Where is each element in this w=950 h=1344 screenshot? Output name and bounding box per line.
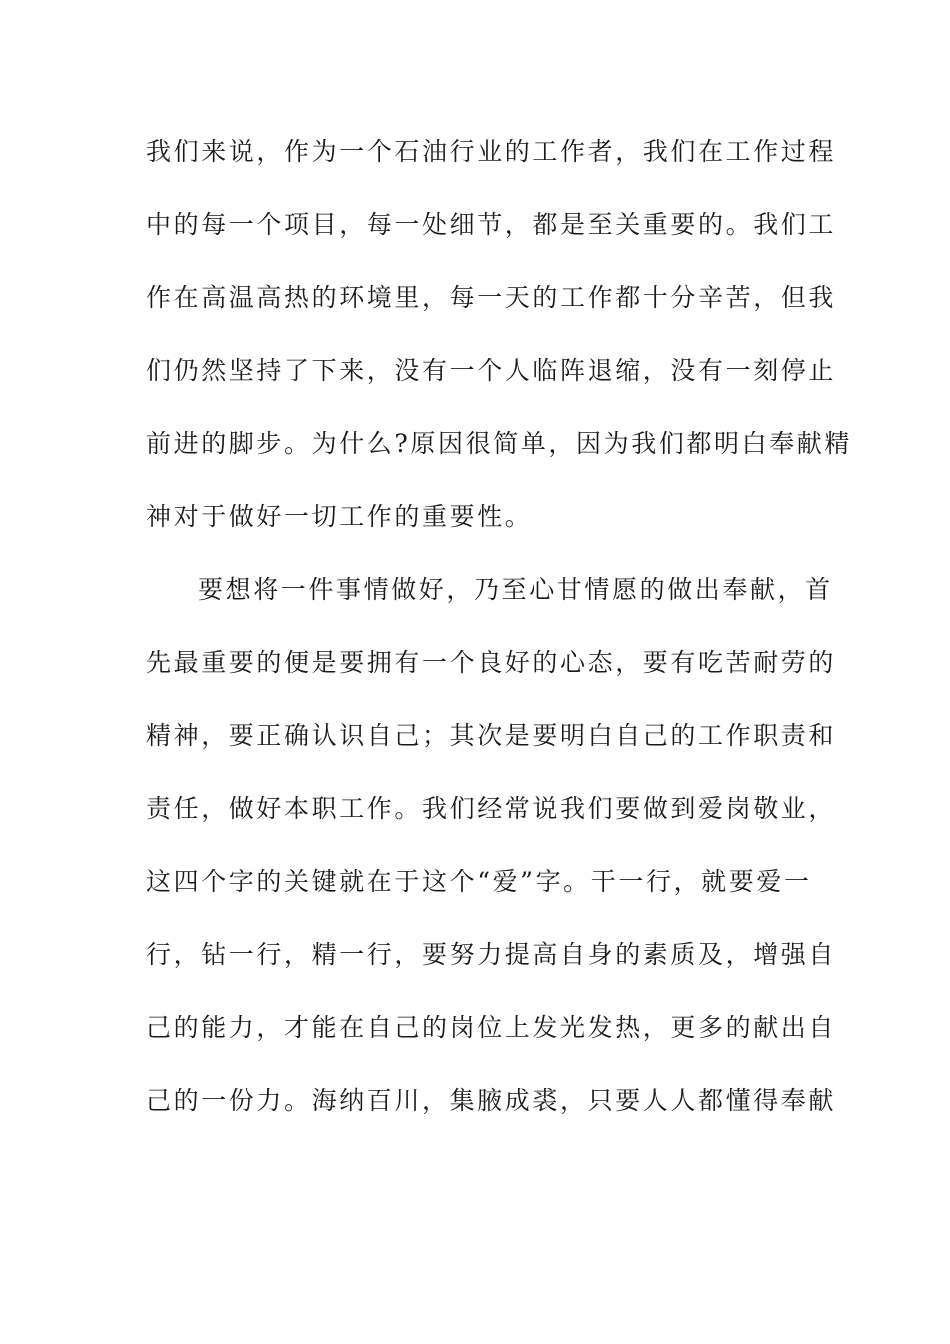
paragraph-first-line: 要想将一件事情做好，乃至心甘情愿的做出奉献，首 [198, 575, 833, 604]
text-line: 神对于做好一切工作的重要性。 [146, 502, 533, 531]
text-line: 先最重要的便是要拥有一个良好的心态，要有吃苦耐劳的 [146, 648, 837, 677]
text-line: 前进的脚步。为什么?原因很简单，因为我们都明白奉献精 [146, 429, 853, 458]
text-line: 我们来说，作为一个石油行业的工作者，我们在工作过程 [146, 137, 837, 166]
text-line: 们仍然坚持了下来，没有一个人临阵退缩，没有一刻停止 [146, 356, 837, 385]
text-line: 责任，做好本职工作。我们经常说我们要做到爱岗敬业， [146, 794, 837, 823]
text-line: 精神，要正确认识自己；其次是要明白自己的工作职责和 [146, 721, 837, 750]
text-line: 中的每一个项目，每一处细节，都是至关重要的。我们工 [146, 210, 837, 239]
text-line: 这四个字的关键就在于这个“爱”字。干一行，就要爱一 [146, 867, 812, 896]
text-line: 作在高温高热的环境里，每一天的工作都十分辛苦，但我 [146, 283, 837, 312]
text-line: 己的一份力。海纳百川，集腋成裘，只要人人都懂得奉献 [146, 1086, 837, 1115]
text-line: 行，钻一行，精一行，要努力提高自身的素质及，增强自 [146, 940, 837, 969]
body-text [146, 127, 853, 1149]
text-line: 己的能力，才能在自己的岗位上发光发热，更多的献出自 [146, 1013, 837, 1042]
